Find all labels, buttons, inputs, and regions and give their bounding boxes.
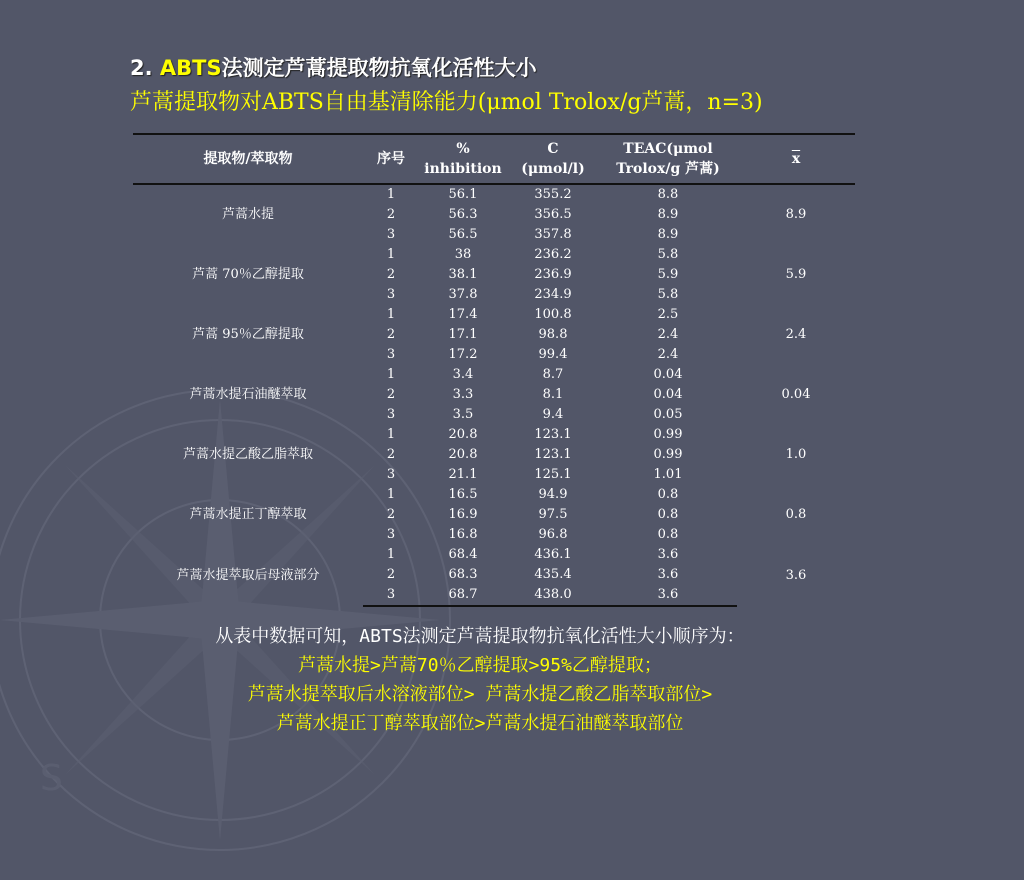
table-row	[133, 245, 855, 265]
header-c-line2: (μmol/l)	[521, 161, 585, 177]
inhibition-cell: 16.5	[448, 487, 478, 502]
teac-cell: 0.8	[657, 527, 679, 542]
extract-name-cell: 芦蒿水提正丁醇萃取	[189, 507, 307, 522]
inhibition-cell: 3.5	[452, 407, 474, 422]
teac-cell: 3.6	[657, 547, 679, 562]
header-teac-line1: TEAC(μmol	[623, 141, 713, 157]
inhibition-cell: 16.9	[448, 507, 478, 522]
header-inhibition-line2: inhibition	[424, 161, 502, 177]
table-row	[133, 184, 855, 205]
table-caption: 芦蒿提取物对ABTS自由基清除能力(μmol Trolox/g芦蒿，n=3)	[130, 90, 763, 115]
header-teac	[599, 134, 737, 184]
table-body	[133, 184, 855, 606]
teac-cell: 0.05	[653, 407, 683, 422]
inhibition-cell: 56.5	[448, 227, 478, 242]
teac-cell: 5.9	[657, 267, 679, 282]
table-row	[133, 425, 855, 445]
teac-cell: 0.8	[657, 487, 679, 502]
inhibition-cell: 21.1	[448, 467, 478, 482]
seq-cell: 2	[386, 567, 396, 582]
seq-cell: 2	[386, 387, 396, 402]
teac-cell: 0.04	[653, 387, 683, 402]
concentration-cell: 125.1	[534, 467, 572, 482]
seq-cell: 1	[386, 247, 396, 262]
seq-cell: 3	[386, 287, 396, 302]
table-header-row	[133, 134, 855, 184]
inhibition-cell: 38.1	[448, 267, 478, 282]
seq-cell: 3	[386, 347, 396, 362]
concentration-cell: 357.8	[534, 227, 572, 242]
concentration-cell: 8.1	[542, 387, 564, 402]
concentration-cell: 234.9	[534, 287, 572, 302]
conclusion-line-4: 芦蒿水提正丁醇萃取部位>芦蒿水提石油醚萃取部位	[276, 713, 684, 734]
concentration-cell: 96.8	[538, 527, 568, 542]
header-inhibition-line1: %	[456, 141, 470, 157]
header-teac-line2: Trolox/g 芦蒿)	[616, 161, 720, 177]
seq-cell: 1	[386, 367, 396, 382]
extract-name-cell: 芦蒿水提萃取后母液部分	[176, 567, 320, 583]
extract-name-cell: 芦蒿水提	[221, 207, 274, 222]
seq-cell: 3	[386, 227, 396, 242]
teac-cell: 3.6	[599, 585, 737, 606]
mean-cell: 1.0	[785, 447, 807, 462]
header-extract: 提取物/萃取物	[203, 151, 293, 167]
teac-cell: 8.8	[657, 187, 679, 202]
svg-text:S: S	[40, 758, 63, 799]
seq-cell: 2	[386, 207, 396, 222]
inhibition-cell: 68.4	[448, 547, 478, 562]
mean-cell: 5.9	[785, 267, 807, 282]
concentration-cell: 100.8	[534, 307, 572, 322]
inhibition-cell: 68.7	[419, 585, 507, 606]
table-row	[133, 305, 855, 325]
header-c-line1: C	[547, 141, 559, 157]
conclusion-line-2: 芦蒿水提>芦蒿70％乙醇提取>95%乙醇提取；	[298, 655, 662, 676]
concentration-cell: 436.1	[534, 547, 572, 562]
inhibition-cell: 38	[454, 247, 472, 262]
inhibition-cell: 17.1	[448, 327, 478, 342]
concentration-cell: 123.1	[534, 447, 572, 462]
concentration-cell: 94.9	[538, 487, 568, 502]
header-concentration	[507, 134, 599, 184]
concentration-cell: 9.4	[542, 407, 564, 422]
title-prefix: 2.	[130, 56, 160, 80]
concentration-cell: 356.5	[534, 207, 572, 222]
inhibition-cell: 56.3	[448, 207, 478, 222]
header-inhibition	[419, 134, 507, 184]
conclusion-line-3: 芦蒿水提萃取后水溶液部位> 芦蒿水提乙酸乙脂萃取部位>	[247, 684, 713, 705]
conclusion-line-1: 从表中数据可知，ABTS法测定芦蒿提取物抗氧化活性大小顺序为：	[215, 626, 745, 647]
concentration-cell: 97.5	[538, 507, 568, 522]
inhibition-cell: 20.8	[448, 427, 478, 442]
results-table	[133, 133, 855, 607]
title-rest: 法测定芦蒿提取物抗氧化活性大小	[221, 56, 537, 80]
seq-cell: 1	[386, 187, 396, 202]
concentration-cell: 123.1	[534, 427, 572, 442]
seq-cell: 1	[386, 487, 396, 502]
teac-cell: 0.04	[653, 367, 683, 382]
header-mean-symbol: $\overline{x}$	[791, 151, 801, 167]
conclusion-block	[0, 622, 960, 738]
inhibition-cell: 37.8	[448, 287, 478, 302]
concentration-cell: 236.2	[534, 247, 572, 262]
table-row	[133, 365, 855, 385]
teac-cell: 8.9	[657, 207, 679, 222]
mean-cell: 2.4	[785, 327, 807, 342]
extract-name-cell: 芦蒿水提乙酸乙脂萃取	[182, 447, 313, 462]
inhibition-cell: 16.8	[448, 527, 478, 542]
seq-cell: 2	[386, 267, 396, 282]
inhibition-cell: 56.1	[448, 187, 478, 202]
page-title	[130, 52, 537, 82]
teac-cell: 3.6	[657, 567, 679, 582]
concentration-cell: 438.0	[507, 585, 599, 606]
seq-cell: 2	[386, 327, 396, 342]
concentration-cell: 99.4	[538, 347, 568, 362]
teac-cell: 5.8	[657, 247, 679, 262]
extract-name-cell: 芦蒿 70％乙醇提取	[192, 267, 304, 282]
seq-cell: 1	[386, 307, 396, 322]
inhibition-cell: 68.3	[448, 567, 478, 582]
concentration-cell: 435.4	[534, 567, 572, 582]
teac-cell: 2.5	[657, 307, 679, 322]
concentration-cell: 236.9	[534, 267, 572, 282]
mean-cell: 8.9	[785, 207, 807, 222]
teac-cell: 8.9	[657, 227, 679, 242]
inhibition-cell: 17.2	[448, 347, 478, 362]
teac-cell: 2.4	[657, 347, 679, 362]
seq-cell: 3	[386, 407, 396, 422]
concentration-cell: 98.8	[538, 327, 568, 342]
inhibition-cell: 20.8	[448, 447, 478, 462]
title-highlight: ABTS	[159, 56, 222, 80]
inhibition-cell: 3.3	[452, 387, 474, 402]
seq-cell: 3	[386, 467, 396, 482]
teac-cell: 1.01	[653, 467, 683, 482]
concentration-cell: 355.2	[534, 187, 572, 202]
teac-cell: 2.4	[657, 327, 679, 342]
header-mean	[737, 134, 855, 184]
teac-cell: 0.99	[653, 427, 683, 442]
table-row	[133, 545, 855, 565]
mean-cell: 0.8	[785, 507, 807, 522]
teac-cell: 0.99	[653, 447, 683, 462]
seq-cell: 1	[386, 547, 396, 562]
mean-cell: 0.04	[781, 387, 811, 402]
extract-name-cell: 芦蒿 95％乙醇提取	[192, 327, 304, 342]
mean-cell: 3.6	[785, 567, 807, 583]
extract-name-cell: 芦蒿水提石油醚萃取	[189, 387, 307, 402]
seq-cell: 3	[386, 527, 396, 542]
seq-cell: 2	[386, 447, 396, 462]
teac-cell: 5.8	[657, 287, 679, 302]
seq-cell: 1	[386, 427, 396, 442]
teac-cell: 0.8	[657, 507, 679, 522]
table-row	[133, 485, 855, 505]
seq-cell: 2	[386, 507, 396, 522]
concentration-cell: 8.7	[542, 367, 564, 382]
header-seq: 序号	[377, 151, 405, 167]
seq-cell: 3	[363, 585, 419, 606]
inhibition-cell: 3.4	[452, 367, 474, 382]
inhibition-cell: 17.4	[448, 307, 478, 322]
